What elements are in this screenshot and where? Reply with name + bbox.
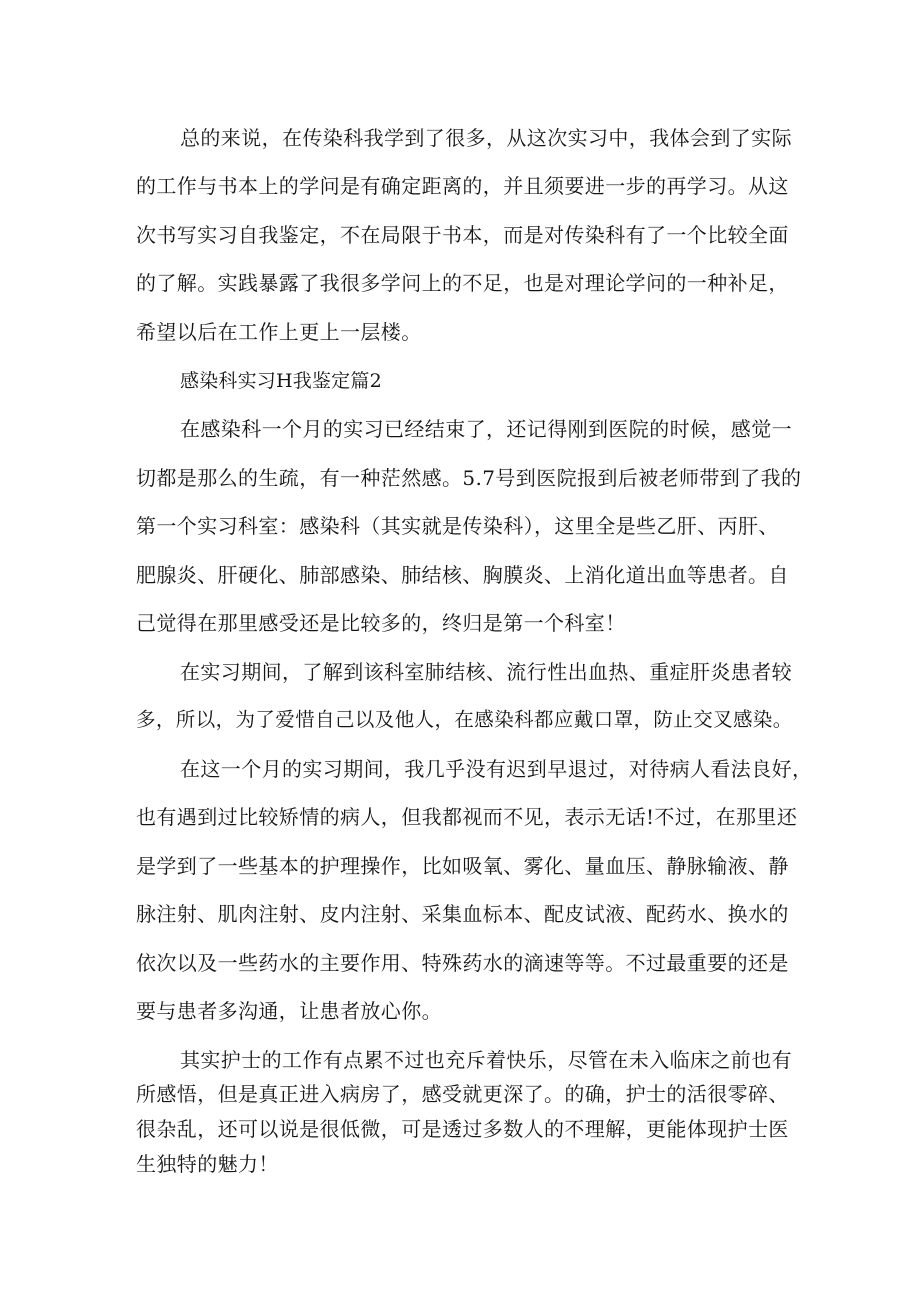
paragraph-2-line-5: 己觉得在那里感受还是比较多的，终归是第一个科室！ — [136, 611, 626, 635]
paragraph-4-line-2: 也有遇到过比较矫情的病人，但我都视而不见，表示无话!不过，在那里还 — [136, 805, 798, 829]
paragraph-1-line-1: 总的来说，在传染科我学到了很多，从这次实习中，我体会到了实际 — [180, 126, 792, 150]
paragraph-3-line-2: 多，所以，为了爱惜自己以及他人，在感染科都应戴口罩，防止交叉感染。 — [136, 708, 793, 731]
paragraph-4-line-4: 脉注射、肌肉注射、皮内注射、采集血标本、配皮试液、配药水、换水的 — [136, 902, 789, 926]
paragraph-5-line-3: 很杂乱，还可以说是很低微，可是透过多数人的不理解，更能体现护士医 — [136, 1117, 789, 1141]
paragraph-5-line-2: 所感悟，但是真正进入病房了，感受就更深了。的确，护士的活很零碎、 — [136, 1082, 789, 1106]
paragraph-5-line-4: 生独特的魅力！ — [136, 1152, 279, 1176]
paragraph-2-line-1: 在感染科一个月的实习已经结束了，还记得刚到医院的时候，感觉一 — [180, 417, 792, 441]
paragraph-2-line-3: 第一个实习科室：感染科（其实就是传染科），这里全是些乙肝、丙肝、 — [136, 514, 779, 538]
paragraph-4-line-1: 在这一个月的实习期间，我几乎没有迟到早退过，对待病人看法良好， — [180, 757, 813, 781]
paragraph-4-line-3: 是学到了一些基本的护理操作，比如吸氧、雾化、量血压、静脉输液、静 — [136, 854, 789, 878]
paragraph-3-line-1: 在实习期间，了解到该科室肺结核、流行性出血热、重症肝炎患者较 — [180, 660, 792, 684]
paragraph-5-line-1: 其实护士的工作有点累不过也充斥着快乐，尽管在未入临床之前也有 — [180, 1048, 792, 1072]
paragraph-1-line-3: 次书写实习自我鉴定，不在局限于书本，而是对传染科有了一个比较全面 — [136, 223, 789, 247]
section-heading: 感染科实习H我鉴定篇2 — [180, 370, 382, 392]
paragraph-2-line-2: 切都是那么的生疏，有一种茫然感。5.7号到医院报到后被老师带到了我的 — [136, 466, 802, 490]
paragraph-1-line-5: 希望以后在工作上更上一层楼。 — [136, 320, 422, 344]
paragraph-4-line-6: 要与患者多沟通，让患者放心你。 — [136, 999, 442, 1023]
paragraph-4-line-5: 依次以及一些药水的主要作用、特殊药水的滴速等等。不过最重要的还是 — [136, 951, 789, 975]
paragraph-1-line-4: 的了解。实践暴露了我很多学问上的不足，也是对理论学问的一种补足， — [136, 271, 789, 295]
paragraph-2-line-4: 肥腺炎、肝硬化、肺部感染、肺结核、胸膜炎、上消化道出血等患者。自 — [136, 563, 789, 587]
paragraph-1-line-2: 的工作与书本上的学问是有确定距离的，并且须要进一步的再学习。从这 — [136, 174, 789, 198]
